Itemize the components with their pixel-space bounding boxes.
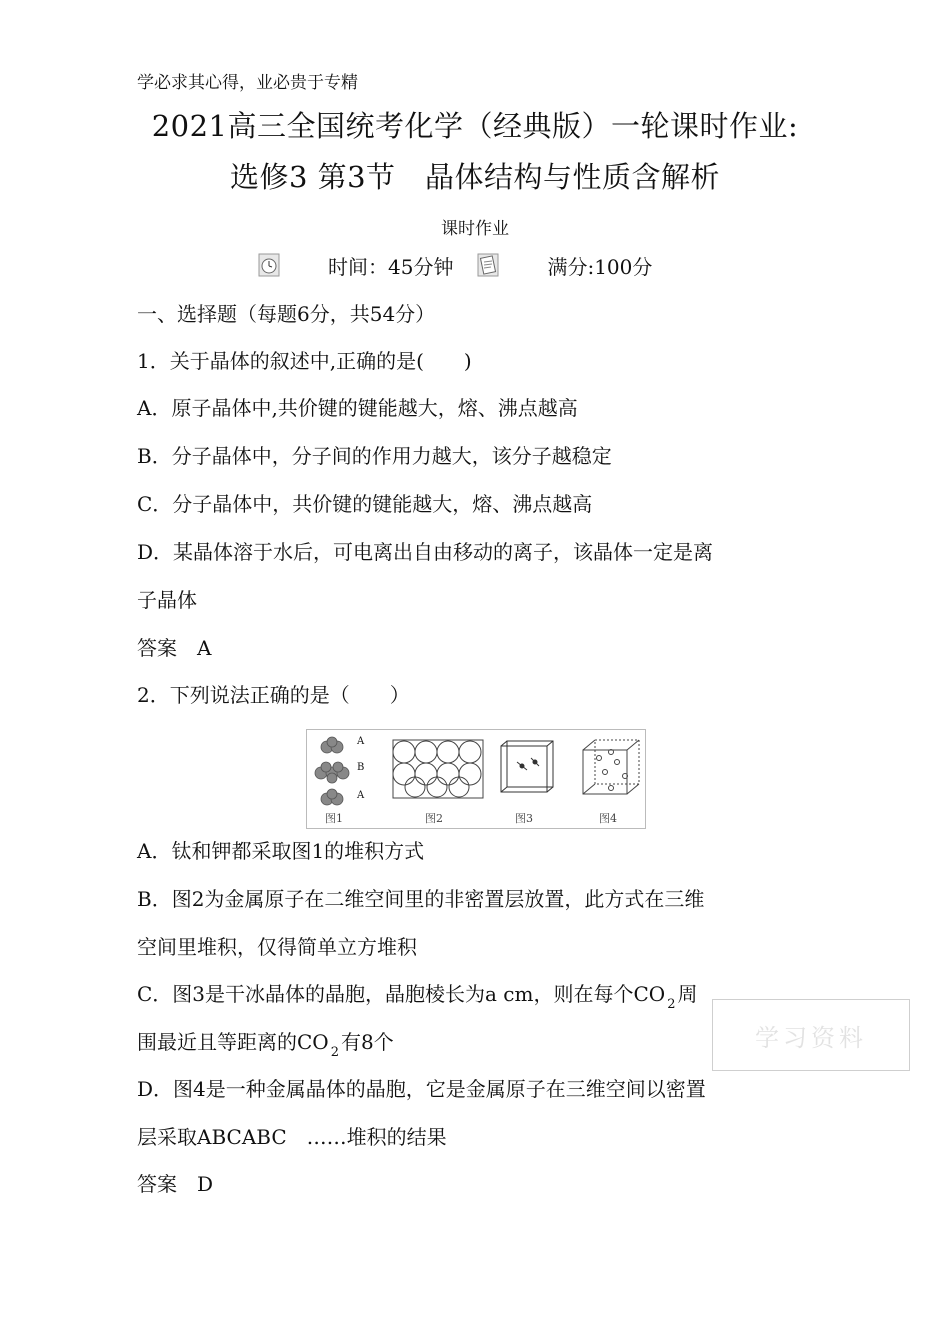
q2-option-d-line1: D．图4是一种金属晶体的晶胞，它是金属原子在三维空间以密置 bbox=[137, 1077, 706, 1101]
meta-row bbox=[258, 250, 652, 280]
q2-option-a: A．钛和钾都采取图1的堆积方式 bbox=[137, 839, 425, 863]
figure4-fcc-cell bbox=[583, 740, 639, 794]
time-limit: 时间：45分钟 bbox=[328, 254, 454, 279]
figure3-dry-ice-cell bbox=[501, 741, 553, 792]
exam-paper-icon bbox=[477, 253, 499, 277]
figure1-sphere-stack bbox=[315, 737, 349, 805]
section-heading: 一、选择题（每题6分，共54分） bbox=[137, 302, 436, 326]
q2-option-c-line1 bbox=[137, 978, 698, 1012]
figure-label-1: 图1 bbox=[325, 812, 343, 825]
q1-option-d-line1: D．某晶体溶于水后，可电离出自由移动的离子，该晶体一定是离 bbox=[137, 540, 714, 564]
q1-option-d-line2: 子晶体 bbox=[137, 588, 197, 612]
subtitle: 课时作业 bbox=[441, 219, 509, 239]
subscript: 2 bbox=[330, 1045, 339, 1060]
q2-option-b-line2: 空间里堆积，仅得简单立方堆积 bbox=[137, 935, 417, 959]
q2-option-c2-text: 围最近且等距离的CO bbox=[137, 1030, 329, 1054]
q1-answer: 答案 A bbox=[137, 636, 212, 660]
q1-option-a: A．原子晶体中,共价键的键能越大，熔、沸点越高 bbox=[137, 396, 578, 420]
layer-label-bottom: A bbox=[357, 790, 365, 801]
subscript: 2 bbox=[667, 997, 676, 1012]
q2-option-c-text: C．图3是干冰晶体的晶胞，晶胞棱长为a cm，则在每个CO bbox=[137, 982, 666, 1006]
layer-label-middle: B bbox=[357, 762, 365, 773]
watermark-stamp: 学习资料 bbox=[712, 999, 910, 1071]
header-note: 学必求其心得，业必贵于专精 bbox=[137, 73, 358, 93]
q2-option-c2-text-end: 有8个 bbox=[340, 1030, 394, 1054]
figure-label-4: 图4 bbox=[599, 812, 617, 825]
clock-icon bbox=[258, 253, 280, 277]
q2-option-d-line2: 层采取ABCABC ……堆积的结果 bbox=[137, 1125, 447, 1149]
q2-option-c-text-end: 周 bbox=[677, 982, 698, 1006]
figure2-square-layer bbox=[393, 740, 483, 798]
q2-option-c-line2 bbox=[137, 1026, 394, 1060]
q2-option-b-line1: B．图2为金属原子在二维空间里的非密置层放置，此方式在三维 bbox=[137, 887, 705, 911]
q1-option-b: B．分子晶体中，分子间的作用力越大，该分子越稳定 bbox=[137, 444, 612, 468]
full-score: 满分:100分 bbox=[547, 254, 653, 279]
q2-stem: 2．下列说法正确的是（ ） bbox=[137, 683, 410, 707]
q2-answer: 答案 D bbox=[137, 1172, 214, 1196]
q1-stem: 1．关于晶体的叙述中,正确的是( ) bbox=[137, 349, 472, 373]
page-title-line1: 2021高三全国统考化学（经典版）一轮课时作业: bbox=[151, 109, 799, 143]
figure-label-2: 图2 bbox=[425, 812, 443, 825]
q1-option-c: C．分子晶体中，共价键的键能越大，熔、沸点越高 bbox=[137, 492, 593, 516]
figure-label-3: 图3 bbox=[515, 812, 533, 825]
page-title-line2: 选修3 第3节 晶体结构与性质含解析 bbox=[229, 160, 721, 194]
layer-label-top: A bbox=[357, 736, 365, 747]
crystal-structure-figure bbox=[306, 729, 646, 829]
